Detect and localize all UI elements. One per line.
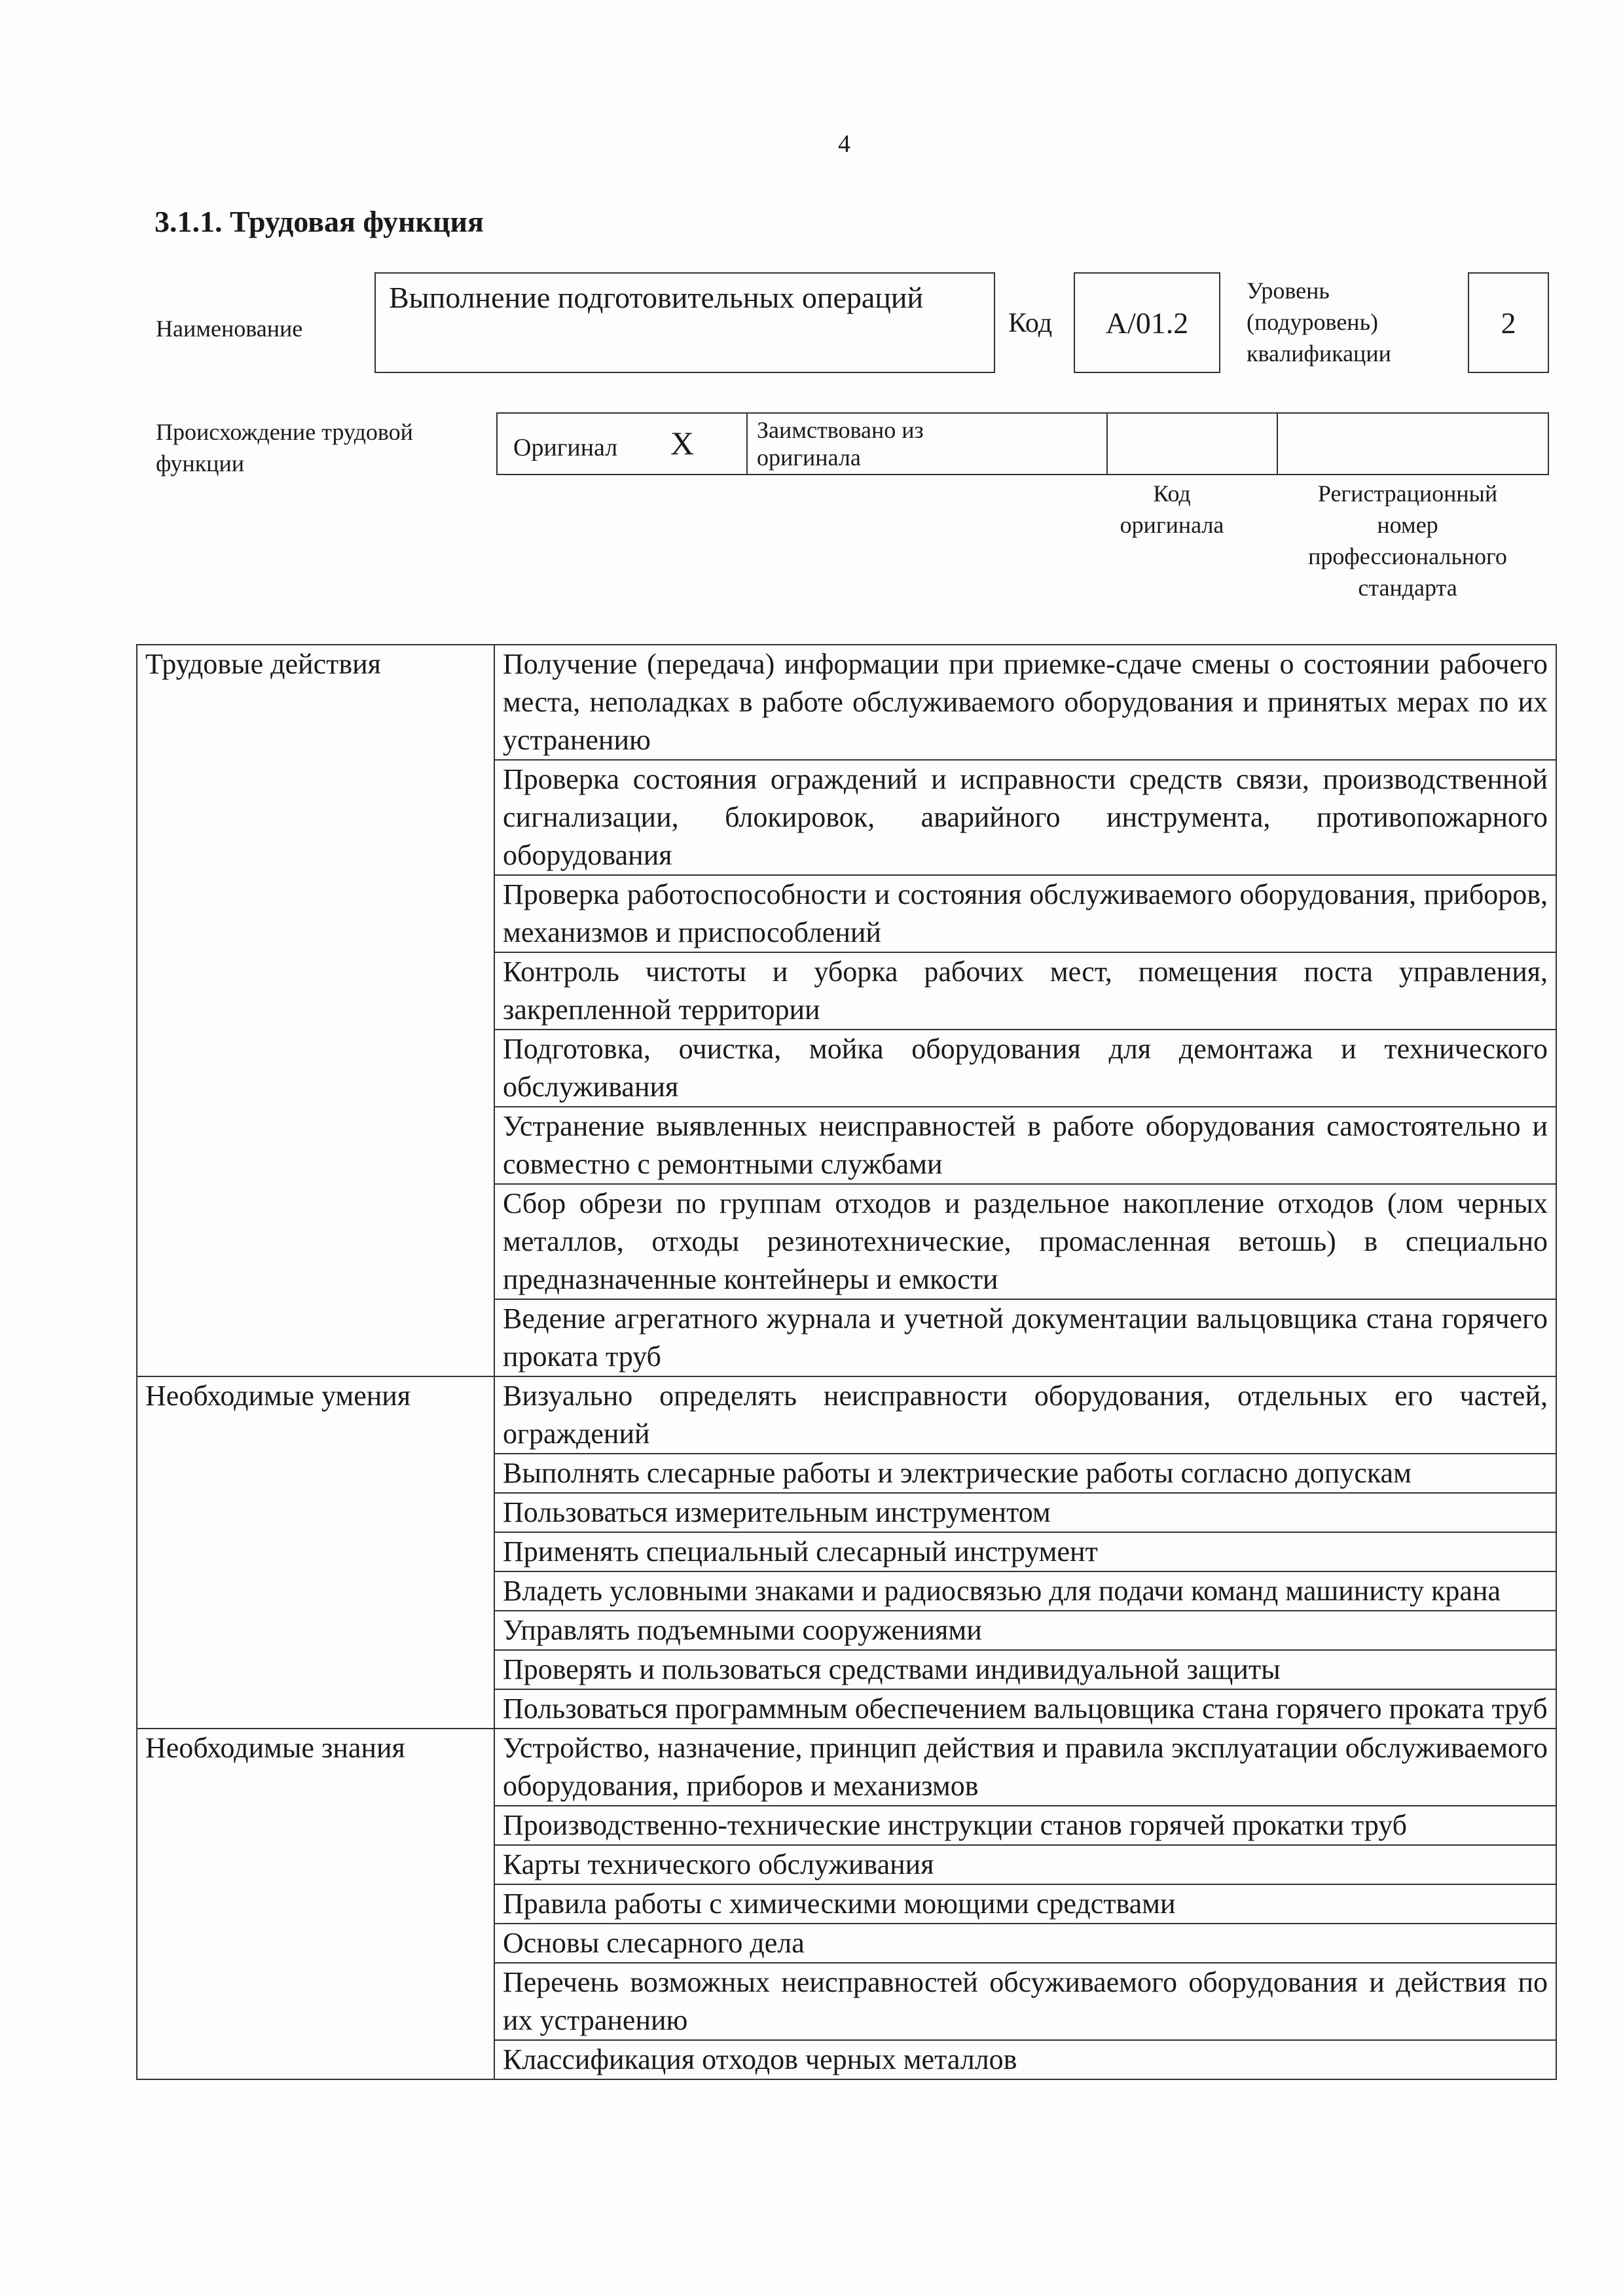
table-item: Карты технического обслуживания bbox=[494, 1845, 1556, 1884]
code-original-cell bbox=[1108, 414, 1278, 474]
table-item: Ведение агрегатного журнала и учетной документации вальцовщика стана горячего проката труб bbox=[494, 1299, 1556, 1376]
table-item: Визуально определять неисправности оборудования, отдельных его частей, ограждений bbox=[494, 1376, 1556, 1454]
table-item: Устранение выявленных неисправностей в работе оборудования самостоятельно и совместно с ремонтными службами bbox=[494, 1107, 1556, 1184]
table-item: Устройство, назначение, принцип действия и правила эксплуатации обслуживаемого оборудования, приборов и механизмов bbox=[494, 1729, 1556, 1806]
table-item: Проверка работоспособности и состояния обслуживаемого оборудования, приборов, механизмов и приспособлений bbox=[494, 875, 1556, 952]
table-item: Пользоваться программным обеспечением вальцовщика стана горячего проката труб bbox=[494, 1689, 1556, 1729]
table-row bbox=[137, 1376, 1556, 1454]
original-label: Оригинал bbox=[513, 434, 618, 461]
borrowed-label-line: оригинала bbox=[757, 444, 861, 471]
table-item: Выполнять слесарные работы и электрические работы согласно допускам bbox=[494, 1454, 1556, 1493]
level-value-box bbox=[1468, 272, 1549, 373]
table-item: Перечень возможных неисправностей обсуживаемого оборудования и действия по их устранению bbox=[494, 1963, 1556, 2040]
name-value: Выполнение подготовительных операций bbox=[389, 281, 924, 314]
table-item: Проверка состояния ограждений и исправности средств связи, производственной сигнализации, блокировок, аварийного инструмента, противопожарного оборудования bbox=[494, 760, 1556, 875]
caption-line: оригинала bbox=[1120, 512, 1224, 538]
code-original-caption bbox=[1106, 478, 1237, 541]
original-cell bbox=[498, 414, 748, 474]
reg-number-caption bbox=[1277, 478, 1539, 603]
caption-line: Регистрационный bbox=[1317, 480, 1498, 507]
origin-row bbox=[496, 412, 1549, 475]
original-mark: X bbox=[670, 425, 695, 461]
table-item: Получение (передача) информации при приемке-сдаче смены о состоянии рабочего места, неполадках в работе обслуживаемого оборудования и принятых мерах по их устранению bbox=[494, 645, 1556, 760]
origin-label-line: Происхождение трудовой bbox=[156, 419, 413, 445]
level-label bbox=[1247, 275, 1391, 369]
page-number: 4 bbox=[838, 130, 850, 158]
table-row bbox=[137, 1729, 1556, 1806]
reg-number-cell bbox=[1278, 414, 1548, 474]
name-label: Наименование bbox=[156, 315, 303, 342]
level-label-line: (подуровень) bbox=[1247, 309, 1378, 335]
table-item: Правила работы с химическими моющими средствами bbox=[494, 1884, 1556, 1924]
table-item: Основы слесарного дела bbox=[494, 1924, 1556, 1963]
caption-line: профессионального bbox=[1308, 543, 1507, 569]
name-value-box bbox=[374, 272, 995, 373]
caption-line: Код bbox=[1153, 480, 1191, 507]
function-table bbox=[136, 644, 1557, 2080]
caption-line: номер bbox=[1377, 512, 1438, 538]
table-item: Подготовка, очистка, мойка оборудования для демонтажа и технического обслуживания bbox=[494, 1030, 1556, 1107]
table-item: Управлять подъемными сооружениями bbox=[494, 1611, 1556, 1650]
table-item: Проверять и пользоваться средствами индивидуальной защиты bbox=[494, 1650, 1556, 1689]
table-item: Сбор обрези по группам отходов и раздельное накопление отходов (лом черных металлов, отходы резинотехнические, промасленная ветошь) в специально предназначенные контейнеры и емкости bbox=[494, 1184, 1556, 1299]
origin-label bbox=[156, 416, 413, 479]
code-label: Код bbox=[1008, 308, 1053, 338]
code-value-box bbox=[1074, 272, 1220, 373]
section-title-cell: Необходимые умения bbox=[137, 1376, 494, 1729]
table-item: Классификация отходов черных металлов bbox=[494, 2040, 1556, 2079]
level-label-line: Уровень bbox=[1247, 278, 1330, 304]
level-label-line: квалификации bbox=[1247, 340, 1391, 367]
borrowed-cell bbox=[748, 414, 1108, 474]
table-item: Контроль чистоты и уборка рабочих мест, помещения поста управления, закрепленной территории bbox=[494, 952, 1556, 1030]
borrowed-label-line: Заимствовано из bbox=[757, 417, 924, 443]
caption-line: стандарта bbox=[1358, 575, 1457, 601]
section-title: 3.1.1. Трудовая функция bbox=[155, 205, 484, 238]
table-row bbox=[137, 645, 1556, 760]
origin-label-line: функции bbox=[156, 450, 244, 476]
section-title-cell: Трудовые действия bbox=[137, 645, 494, 1376]
level-value: 2 bbox=[1501, 306, 1516, 340]
code-value: А/01.2 bbox=[1105, 306, 1189, 340]
section-title-cell: Необходимые знания bbox=[137, 1729, 494, 2079]
table-item: Производственно-технические инструкции станов горячей прокатки труб bbox=[494, 1806, 1556, 1845]
table-item: Применять специальный слесарный инструмент bbox=[494, 1532, 1556, 1571]
table-item: Пользоваться измерительным инструментом bbox=[494, 1493, 1556, 1532]
table-item: Владеть условными знаками и радиосвязью для подачи команд машинисту крана bbox=[494, 1571, 1556, 1611]
